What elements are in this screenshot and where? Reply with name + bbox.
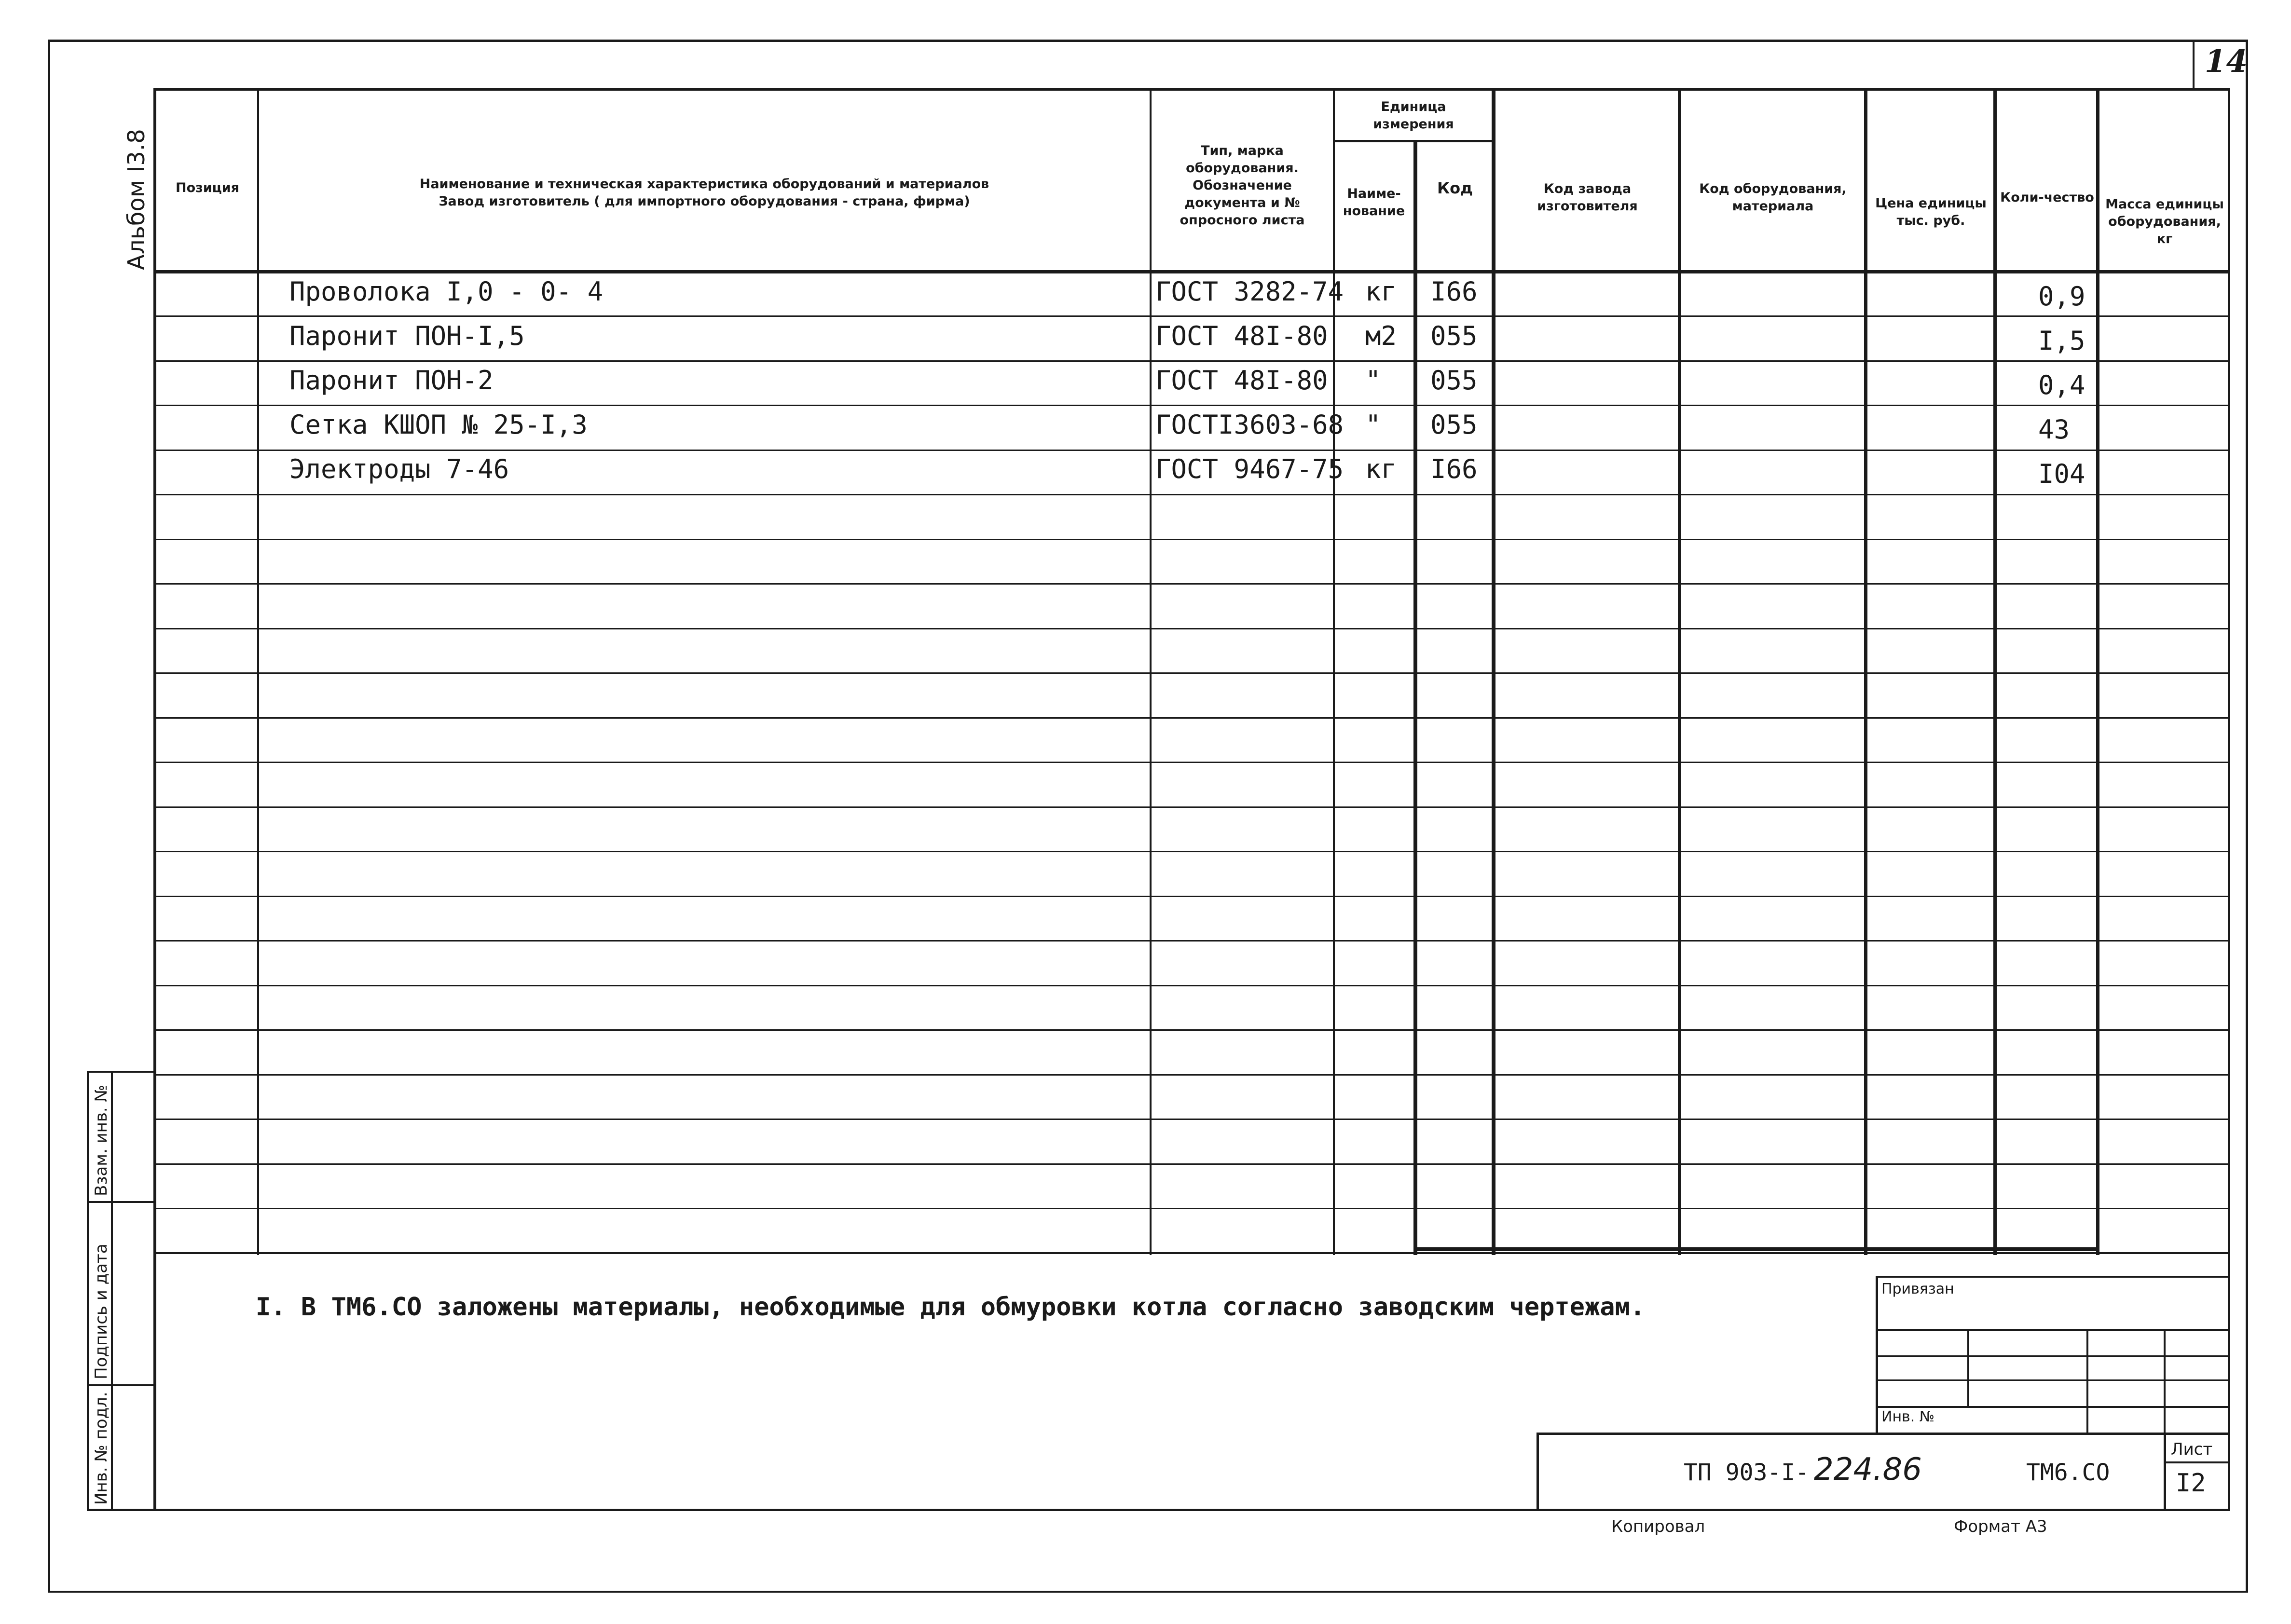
row-unit: кг (1365, 276, 1397, 307)
title-block-left (1536, 1433, 1539, 1510)
row-line (153, 494, 2230, 495)
row-quantity: I04 (2038, 459, 2085, 489)
row-line (153, 1163, 2230, 1165)
outer-frame-bottom (48, 1591, 2248, 1593)
stamp-line-1 (1876, 1329, 2230, 1331)
row-type: ГОСТ 48I-80 (1155, 321, 1328, 351)
album-label: Альбом I3.8 (123, 129, 150, 270)
stamp-box-top (1876, 1276, 2230, 1278)
outer-frame-right (2246, 40, 2248, 1593)
row-type: ГОСТ 48I-80 (1155, 365, 1328, 396)
row-line (153, 985, 2230, 986)
row-quantity: I,5 (2038, 326, 2085, 356)
row-name: Паронит ПОН-I,5 (289, 321, 525, 351)
outer-frame-left (48, 40, 50, 1593)
row-type: ГОСТI3603-68 (1155, 409, 1344, 440)
stamp-vline-3 (2164, 1329, 2166, 1433)
bold-block-bottom (1413, 1247, 2099, 1251)
row-type: ГОСТ 3282-74 (1155, 276, 1344, 307)
stamp-inv-no: Инв. № (1881, 1408, 1935, 1425)
stamp-privyazan: Привязан (1881, 1281, 1954, 1297)
row-type: ГОСТ 9467-75 (1155, 454, 1344, 484)
row-line (153, 1119, 2230, 1120)
side-stamp-podpis: Подпись и дата (92, 1243, 111, 1379)
header-unit-name: Наиме-нование (1343, 186, 1405, 218)
side-stamp-div2 (87, 1384, 154, 1386)
doc-prefix: ТП 903-I- (1684, 1459, 1810, 1486)
row-code: 055 (1430, 409, 1478, 440)
side-stamp-div1 (87, 1201, 154, 1203)
row-line (153, 539, 2230, 540)
header-type: Тип, марка оборудования. Обозначение документа и № опросного листа (1180, 143, 1305, 228)
footer-format: Формат А3 (1954, 1517, 2047, 1536)
col-line-3 (1333, 88, 1335, 1255)
side-stamp-vzam: Взам. инв. № (92, 1085, 111, 1196)
row-line (153, 583, 2230, 585)
row-unit: " (1365, 409, 1381, 440)
row-line (153, 896, 2230, 897)
side-stamp-left (87, 1071, 89, 1511)
col-line-5 (1492, 88, 1495, 1255)
row-unit: " (1365, 365, 1381, 396)
stamp-line-2 (1876, 1355, 2230, 1357)
col-line-7 (1864, 88, 1867, 1255)
header-quantity: Коли-чество (2000, 190, 2094, 205)
header-name: Наименование и техническая характеристика оборудований и материалов Завод изготовитель ( для импортного оборудования - страна, фирма) (419, 177, 989, 209)
sheet-label: Лист (2171, 1440, 2213, 1459)
col-line-4 (1413, 141, 1417, 1255)
sheet-box-left (2164, 1433, 2166, 1510)
table-bottom-line (153, 1252, 2230, 1254)
stamp-line-3 (1876, 1379, 2230, 1381)
header-mass: Масса единицы оборудования, кг (2105, 197, 2224, 246)
row-code: 055 (1430, 365, 1478, 396)
header-unit-code: Код (1437, 179, 1473, 197)
doc-hand: 224.86 (1814, 1452, 1922, 1488)
row-line (153, 405, 2230, 406)
side-stamp-inv: Инв. № подл. (92, 1392, 111, 1505)
stamp-line-4 (1876, 1406, 2230, 1408)
row-code: 055 (1430, 321, 1478, 351)
row-name: Проволока I,0 - 0- 4 (289, 276, 604, 307)
footer-copied: Копировал (1611, 1517, 1705, 1536)
row-line (153, 762, 2230, 763)
sheet-box-mid (2164, 1461, 2230, 1463)
row-name: Электроды 7-46 (289, 454, 509, 484)
row-quantity: 43 (2038, 414, 2070, 445)
header-unit: Единица измерения (1373, 99, 1454, 132)
row-name: Паронит ПОН-2 (289, 365, 494, 396)
inner-frame-top (153, 88, 2230, 91)
row-quantity: 0,4 (2038, 370, 2085, 400)
row-unit: кг (1365, 454, 1397, 484)
row-line (153, 672, 2230, 674)
title-block-top (1536, 1433, 2230, 1435)
col-line-2 (1150, 88, 1152, 1255)
row-unit: м2 (1365, 321, 1397, 351)
inner-frame-bottom (87, 1509, 2230, 1511)
unit-subheader-line (1333, 140, 1495, 142)
note-text: I. В ТМ6.СО заложены материалы, необходимые для обмуровки котла согласно заводским чертежам. (256, 1293, 1646, 1322)
side-stamp-mid (111, 1071, 113, 1511)
row-line (153, 315, 2230, 317)
col-line-1 (257, 88, 259, 1255)
header-position: Позиция (175, 180, 240, 195)
row-line (153, 1029, 2230, 1031)
row-line (153, 1208, 2230, 1209)
row-line (153, 806, 2230, 808)
row-line (153, 851, 2230, 852)
row-name: Сетка КШОП № 25-I,3 (289, 409, 588, 440)
side-stamp-top (87, 1071, 154, 1073)
sheet-value: I2 (2176, 1469, 2206, 1498)
inner-frame-left (153, 88, 156, 1511)
inner-frame-right (2228, 88, 2230, 1510)
row-quantity: 0,9 (2038, 281, 2085, 312)
row-line (153, 450, 2230, 451)
doc-code: ТМ6.СО (2026, 1459, 2110, 1486)
row-code: I66 (1430, 454, 1478, 484)
header-equipment-code: Код оборудования, материала (1699, 181, 1847, 214)
col-line-8 (1993, 88, 1997, 1255)
row-line (153, 940, 2230, 942)
page-number-box-left (2193, 40, 2195, 90)
col-line-6 (1678, 88, 1681, 1255)
header-plant-code: Код завода изготовителя (1537, 181, 1638, 214)
header-price: Цена единицы тыс. руб. (1875, 196, 1987, 228)
col-line-9 (2096, 88, 2099, 1255)
page-number: 14 (2205, 43, 2248, 80)
stamp-vline-2 (2086, 1329, 2088, 1433)
row-line (153, 360, 2230, 362)
row-line (153, 717, 2230, 719)
row-line (153, 628, 2230, 629)
row-line (153, 1074, 2230, 1076)
outer-frame-top (48, 40, 2248, 42)
row-code: I66 (1430, 276, 1478, 307)
stamp-vline-1 (1967, 1329, 1969, 1406)
